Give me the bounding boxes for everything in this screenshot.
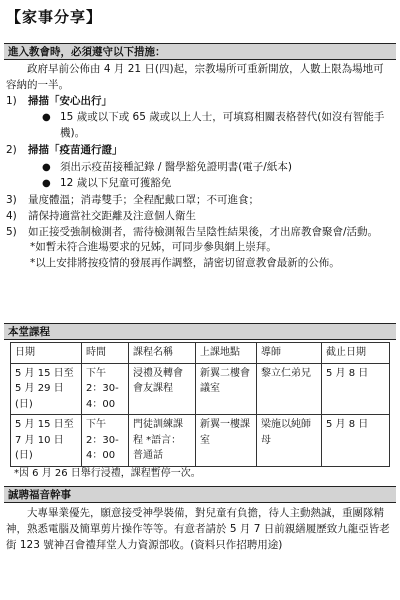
cell-deadline: 5 月 8 日 (322, 363, 390, 415)
column-header: 截止日期 (322, 343, 390, 364)
item-text: 如正接受強制檢測者，需待檢測報告呈陰性結果後，才出席教會聚會/活動。 (28, 225, 379, 238)
cell-deadline: 5 月 8 日 (322, 415, 390, 467)
column-header: 導師 (257, 343, 322, 364)
cell-teacher: 梁施以純師母 (257, 415, 322, 467)
column-header: 時間 (82, 343, 129, 364)
bullet-icon: ● (42, 161, 51, 173)
item-number: 2) (6, 143, 17, 156)
cell-date: 5 月 15 日至 7 月 10 日 (日) (11, 415, 82, 467)
cell-time: 下午 2：30-4：00 (82, 363, 129, 415)
bullet-item (42, 176, 394, 192)
item-text: 掃描「安心出行」 (28, 94, 112, 107)
notice-note: *以上安排將按疫情的發展再作調整，請密切留意教會最新的公佈。 (30, 257, 340, 269)
notice-note: *如暫未符合進場要求的兄姊，可同步參與網上崇拜。 (30, 241, 277, 254)
notice-section (6, 62, 394, 272)
table-row (11, 363, 390, 415)
item-text: 量度體溫；消毒雙手；全程配戴口罩；不可進食； (28, 194, 259, 206)
cell-teacher: 黎立仁弟兄 (257, 363, 322, 415)
cell-date: 5 月 15 日至 5 月 29 日 (日) (11, 363, 82, 415)
item-number: 3) (6, 194, 17, 206)
notice-heading: 進入教會時，必須遵守以下措施： (4, 43, 396, 60)
cell-place: 新翼一樓課室 (196, 415, 257, 467)
table-row (11, 415, 390, 467)
cell-course-name: 浸禮及轉會會友課程 (129, 363, 196, 415)
column-header: 日期 (11, 343, 82, 364)
recruit-text: 大專畢業優先，願意接受神學裝備，對兒童有負擔，待人主動熱誠，重團隊精神，熟悉電腦及簡單剪片操作等等。有意者請於 5 月 7 日前親繕履歷致九龍亞皆老街 123 號神召會禮拜堂人力資源部收。(資料只作招聘用途) (6, 507, 390, 551)
bullet-item (42, 160, 394, 176)
recruit-heading: 誠聘福音幹事 (4, 486, 396, 503)
bullet-text: 15 歲或以下或 65 歲或以上人士，可填寫相關表格替代(如沒有智能手機)。 (60, 111, 385, 139)
bullet-icon: ● (42, 112, 51, 124)
item-number: 5) (6, 225, 17, 238)
bullet-item (42, 110, 394, 142)
page-title: 【家事分享】 (6, 8, 103, 26)
notice-item (6, 143, 394, 159)
item-text: 請保持適當社交距離及注意個人衛生 (28, 209, 196, 222)
column-header: 課程名稱 (129, 343, 196, 364)
column-header: 上課地點 (196, 343, 257, 364)
notice-item (6, 193, 394, 209)
course-footnote: *因 6 月 26 日舉行浸禮，課程暫停一次。 (14, 468, 201, 479)
bullet-icon: ● (42, 178, 51, 190)
item-number: 4) (6, 209, 17, 222)
table-header-row (11, 343, 390, 364)
notice-item (6, 209, 394, 225)
cell-course-name: 門徒訓練課程 *語言：普通話 (129, 415, 196, 467)
notice-item (6, 94, 394, 110)
bullet-text: 須出示疫苗接種記錄 / 醫學豁免證明書(電子/紙本) (60, 160, 292, 173)
notice-intro: 政府早前公佈由 4 月 21 日(四)起，宗教場所可重新開放，人數上限為場地可容納的一半。 (6, 63, 384, 91)
courses-heading: 本堂課程 (4, 323, 396, 340)
notice-item (6, 225, 394, 241)
item-text: 掃描「疫苗通行證」 (28, 143, 123, 156)
cell-time: 下午 2：30-4：00 (82, 415, 129, 467)
course-table (10, 342, 390, 467)
bullet-text: 12 歲以下兒童可獲豁免 (60, 177, 172, 190)
cell-place: 新翼二樓會議室 (196, 363, 257, 415)
item-number: 1) (6, 94, 17, 107)
